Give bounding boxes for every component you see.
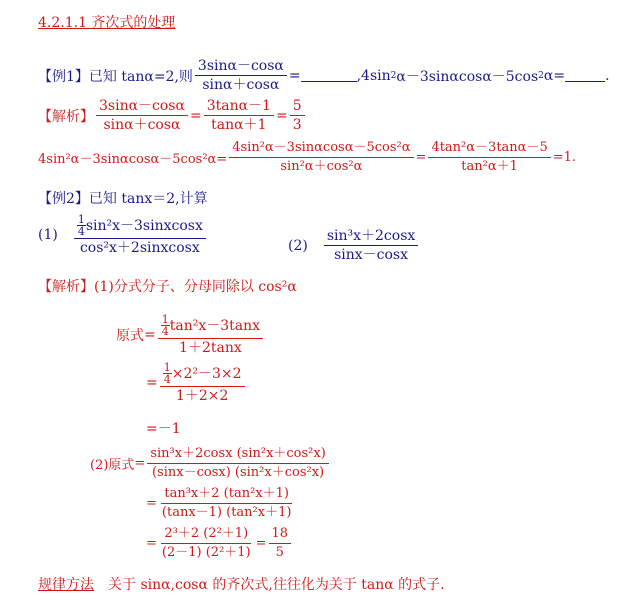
- p1-denominator: cos²x＋2sinxcosx: [79, 240, 200, 256]
- example-1: 【例1】 已知 tanα=2,则 $\frac{3\sin\alpha-\cos\alpha}{\sin\alpha+\cos\alpha}$ = ,4sin 2 α－3sinαcosα－5cos 2 α= .: [38, 58, 610, 93]
- s1-res-num: 5: [290, 98, 305, 116]
- s1-l2-lhs: 4sin²α－3sinαcosα－5cos²α=: [38, 152, 228, 167]
- p2-numerator: sin³x＋2cosx: [324, 228, 418, 246]
- orig-label: 原式: [116, 328, 144, 344]
- t3-res-num: 18: [269, 526, 292, 544]
- step-2-den: 1＋2×2: [175, 388, 229, 404]
- t3-den: (2－1) (2²＋1): [161, 545, 251, 560]
- example-1-label: 【例1】: [38, 68, 89, 85]
- s1-den: sinα＋cosα: [103, 117, 181, 133]
- example-1-fraction: [195, 58, 287, 93]
- step-2: = $\frac{1}{4}$ ×2²－3×2 1＋2×2: [146, 362, 247, 404]
- fraction-numerator: 3sinα－cosα: [195, 58, 287, 76]
- rule: [38, 574, 445, 594]
- example-2: [38, 188, 208, 208]
- solution-2-intro: [38, 276, 297, 296]
- step-1: 原式 = 1 4 tan²x－3tanx 1＋2tanx: [116, 314, 265, 356]
- part-2-label: (2): [288, 237, 308, 254]
- example-2-text: 已知 tanx＝2,计算: [88, 191, 208, 207]
- t1-den: (sinx－cosx) (sin²x＋cos²x): [151, 465, 325, 480]
- example-2-part-1: [38, 214, 208, 256]
- expr-part-c: α=: [543, 67, 566, 84]
- t1-num: sin³x＋2cosx (sin²x＋cos²x): [147, 446, 328, 464]
- part-2-orig: (2)原式: [90, 458, 135, 473]
- solution-1-line-1: 【解析】 $\frac{3\sin\alpha-\cos\alpha}{\sin\alpha+\cos\alpha}$ = $\frac{3\tan\alpha-1}{\tan\alpha+1}$ = $\frac{5}{3}$: [38, 98, 307, 133]
- solution-1-line-2: 4sin²α－3sinαcosα－5cos²α= $\frac{\text{4sin²α－3sinαcosα－5cos²α}}{\text{sin²α＋cos²α}}$ = $\frac{\text{4tan²α－3tanα－5}}{\text{tan²α＋1}}$ =1.: [38, 140, 577, 174]
- rule-label: 规律方法: [38, 577, 94, 593]
- rule-text: 关于 sinα,cosα 的齐次式,往往化为关于 tanα 的式子.: [108, 577, 445, 593]
- answer-blank-1[interactable]: [301, 69, 357, 82]
- solution-1-label: 【解析】: [38, 108, 94, 125]
- solution-2-intro-text: (1)分式分子、分母同除以 cos²α: [94, 279, 297, 295]
- part-1-label: (1): [38, 227, 58, 243]
- part-2-step-3: = $\frac{\text{2³＋2 (2²＋1)}}{\text{(2－1) (2²＋1)}}$ = $\frac{18}{5}$: [146, 526, 293, 561]
- expr-part-a: ,4sin: [356, 67, 391, 84]
- example-1-given: 已知 tanα=2,则: [88, 68, 193, 85]
- s1-num: 3sinα－cosα: [96, 98, 188, 116]
- part-2-step-2: = $\frac{\text{tan³x＋2 (tan²x＋1)}}{\text{(tanx－1) (tan²x＋1)}}$: [146, 486, 296, 521]
- t2-num: tan³x＋2 (tan²x＋1): [161, 486, 292, 504]
- step-1-num: tan²x－3tanx: [169, 317, 261, 334]
- expr-part-b: α－3sinαcosα－5cos: [396, 68, 539, 85]
- part-2-step-1: (2)原式 = $\frac{\text{sin³x＋2cosx (sin²x＋cos²x)}}{\text{(sinx－cosx) (sin²x＋cos²x)}}$: [90, 446, 331, 481]
- t3-res-den: 5: [275, 545, 284, 560]
- step-1-den: 1＋2tanx: [179, 340, 242, 356]
- s1-mid-den: tanα＋1: [211, 117, 267, 133]
- step-2-num: ×2²－3×2: [171, 365, 242, 382]
- s1-l2-den: sin²α＋cos²α: [280, 159, 363, 174]
- s1-mid-num: 3tanα－1: [204, 98, 274, 116]
- t3-num: 2³＋2 (2²＋1): [161, 526, 251, 544]
- solution-2-label: 【解析】: [38, 279, 94, 295]
- answer-blank-2[interactable]: [565, 69, 605, 82]
- s1-l2-mid-den: tan²α＋1: [461, 159, 518, 174]
- example-2-label: 【例2】: [38, 191, 89, 207]
- s1-res-den: 3: [292, 117, 302, 133]
- fraction-denominator: sinα＋cosα: [202, 77, 280, 93]
- step-3: =－1: [146, 421, 181, 437]
- s1-l2-mid-num: 4tan²α－3tanα－5: [428, 140, 550, 158]
- p2-denominator: sinx－cosx: [334, 247, 409, 263]
- period: .: [605, 67, 610, 84]
- example-2-part-2: [288, 228, 420, 263]
- section-title: 4.2.1.1 齐次式的处理: [38, 15, 176, 31]
- p1-numerator: 1 4 sin²x－3sinxcosx: [74, 214, 206, 239]
- s1-l2-res: =1.: [552, 150, 577, 165]
- s1-l2-num: 4sin²α－3sinαcosα－5cos²α: [229, 140, 413, 158]
- t2-den: (tanx－1) (tan²x＋1): [161, 505, 292, 520]
- equals-sign: =: [288, 67, 301, 84]
